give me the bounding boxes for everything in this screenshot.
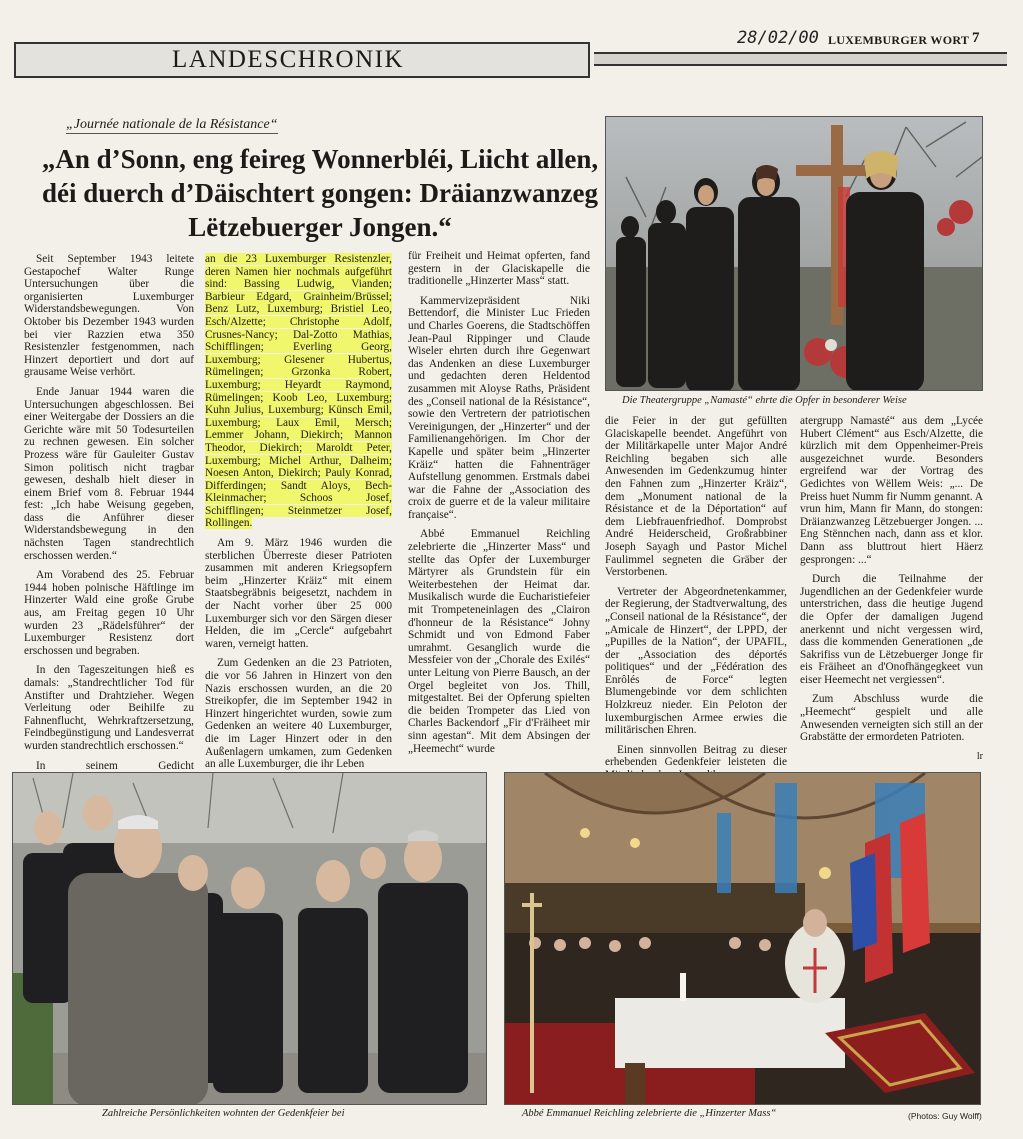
paragraph: für Freiheit und Heimat opferten, fand gestern in der Glaciskapelle die traditionelle „Hinzerter Mass“ statt.: [408, 250, 590, 288]
article-column-4: [605, 415, 787, 789]
kicker: „Journée nationale de la Résistance“: [66, 117, 278, 132]
headline: „An d’Sonn, eng feireg Wonnerbléi, Liicht allen, déi duerch d’Däischtert gongen: Dräianzwanzeg Lëtzebuerger Jongen.“: [41, 144, 599, 242]
paragraph: In seinem Gedicht: [36, 759, 194, 772]
header-rule: [594, 52, 1007, 66]
paragraph: Am Vorabend des 25. Februar 1944 hoben polnische Häftlinge im Hinzerter Wald eine große Grube aus, am Freitag gegen 10 Uhr wurden 23 „Rädelsführer“ der Luxemburger Resistenz dort erschossen und begraben.: [24, 569, 194, 657]
section-title: LANDESCHRONIK: [172, 46, 404, 73]
photo-mass-chapel-image: [505, 773, 981, 1105]
photo-theatre-group: [605, 116, 983, 391]
highlighted-names-list: an die 23 Luxemburger Resistenzler, deren Namen hier nochmals aufgeführt sind: Bassing Ludwig, Vianden; Barbieur Edgard, Grainheim/Brüssel; Benz Lutz, Luxemburg; Bristiel Leo, Esch/Alzette; Christophe Adolf, Crusnes-Nancy; Dal-Zotto Mathias, Schifflingen; Everling Georg, Luxemburg; Glesener Hubertus, Rümelingen; Grzonka Robert, Luxemburg; Heyardt Raymond, Rümelingen; Koob Leo, Luxemburg; Kuhn Julius, Luxemburg; Künsch Emil, Luxemburg; Laux Emil, Mersch; Lemmer Johann, Diekirch; Mannon Theodor, Diekirch; Maroldt Peter, Luxemburg; Michel Arthur, Dalheim; Noesen Anton, Diekirch; Pauly Konrad, Differdingen; Sandt Aloys, Bech-Kleinmacher; Schoos Josef, Schifflingen; Steinmetzer Josef, Rollingen.: [205, 253, 392, 530]
newspaper-name: LUXEMBURGER WORT: [828, 33, 970, 47]
paragraph: Ende Januar 1944 waren die Untersuchungen abgeschlossen. Bei einer Weitergabe der Dossiers an die Gerichte wäre mit 50 Todesurteilen zu rechnen gewesen. Ein solcher Prozess wäre für Gauleiter Gustav Simon politisch nicht tragbar gewesen, deshalb hielt dieser in einem Brief vom 8. Februar 1944 fest: „Ich habe Weisung gegeben, dass die Anführer dieser Widerstandsbewegung in den nächsten Tagen standrechtlich erschossen werden.“: [24, 385, 194, 562]
article-column-1: [24, 253, 194, 817]
photo-credit: (Photos: Guy Wolff): [908, 1111, 982, 1121]
paragraph: Einen sinnvollen Beitrag zu dieser erhebenden Gedenkfeier leisteten die: [605, 743, 787, 769]
paragraph: Vertreter der Abgeordnetenkammer, der Regierung, der Stadtverwaltung, des „Conseil national de la Résistance“, der „Amicale de Hinzert“, der LPPD, der „Pupilles de la Nation“, der UPAFIL, der „Association des déportés politiques“ und der „Fédération des Enrôlés de Force“ legten Blumengebinde vor dem schlichten Holzkreuz nieder. Ein Peloton der luxemburgischen Armee erwies die militärischen Ehren.: [605, 585, 787, 737]
photo-mass-chapel: [504, 772, 981, 1105]
paragraph: Abbé Emmanuel Reichling zelebrierte die „Hinzerter Mass“ und stellte das Opfer der Luxemburger Märtyrer als Grundstein für ein Weiterbestehen der Heimat dar. Musikalisch wurde die Eucharistiefeier mit Trompeteneinlagen des „Clairon d'honneur de la Résistance“ Johny Schmidt und von Edmond Faber umrahmt. Gesanglich wurde die Messfeier von der „Chorale des Exilés“ unter Leitung von Pierre Bausch, an der Orgel begleitet von Jos. Thill, mitgestaltet. Bei der Opferung spielten die beiden Trompeter das Lied von Charles Backendorf „Fir d'Fräiheet mir sinn agestan“. Mit dem Absingen der „Heemecht“ wurde: [408, 528, 590, 755]
photo-dignitaries: [12, 772, 487, 1105]
caption-bottom-left-photo: Zahlreiche Persönlichkeiten wohnten der Gedenkfeier bei: [102, 1108, 345, 1119]
caption-top-photo: Die Theatergruppe „Namasté“ ehrte die Opfer in besonderer Weise: [622, 395, 907, 406]
paragraph: Durch die Teilnahme der Jugendlichen an der Gedenkfeier wurde unterstrichen, dass die heutige Jugend die Opfer der damaligen Jugend anerkennt und nicht vergessen wird, dass die kommenden Generationen „de Sakrifiss vun de Lëtzebuerger Jonge fir eis Fräiheet an d'Onofhängegkeet vun eiser Heemecht net vergiessen“.: [800, 573, 983, 686]
paragraph: Am 9. März 1946 wurden die sterblichen Überreste dieser Patrioten zusammen mit anderen Kriegsopfern beim „Hinzerter Kräiz“ mit einem Staatsbegräbnis beigesetzt, nachdem in der Nacht vorher über 25 000 Luxemburger sich vor den Särgen dieser Helden, die im „Cercle“ aufgebahrt waren, verneigt hatten.: [205, 537, 392, 650]
page-number: 7: [972, 30, 980, 46]
handwritten-date: 28/02/00: [737, 28, 819, 48]
article-column-5: [800, 415, 983, 763]
article-column-2: [205, 253, 392, 778]
paragraph: Seit September 1943 leitete Gestapochef Walter Runge Untersuchungen über die organisierten Luxemburger Widerstandsbewegungen. Von Oktober bis Dezember 1943 wurden bei vier Razzien etwa 350 Resistenzler festgenommen, nach Hinzert deportiert und dort auf grausame Weise verhört.: [24, 253, 194, 379]
article-column-3: [408, 250, 590, 762]
photo-dignitaries-image: [13, 773, 487, 1105]
paragraph: Kammervizepräsident Niki Bettendorf, die Minister Luc Frieden und Charles Goerens, die Stadtschöffen Jean-Paul Rippinger und Claude Wiseler ehrten durch ihre Gegenwart das Andenken an diese Luxemburger und gedachten deren Heldentod zusammen mit Aloyse Raths, Präsident des „Conseil national de la Résistance“, sowie den Vertretern der patriotischen Vereinigungen, der „Hinzerter“ und der Familienangehörigen. Im Chor der Kapelle und später beim „Hinzerter Kräiz“ hatten die Fahnenträger Aufstellung genommen. Erstmals dabei war die Fahne der „Association des croix de guerre et de la valeur militaire française“.: [408, 294, 590, 521]
paragraph: Zum Abschluss wurde die „Heemecht“ gespielt und alle Anwesenden verneigten sich still an der Grabstätte der ermordeten Patrioten.: [800, 693, 983, 744]
caption-bottom-right-photo: Abbé Emmanuel Reichling zelebrierte die „Hinzerter Mass“: [522, 1108, 777, 1119]
paragraph: In den Tageszeitungen hieß es damals: „Standrechtlicher Tod für Anstifter und Drahtzieher. Wegen Verleitung oder Beihilfe zu Fahnenflucht, Wehrkraftzersetzung, Feindbegünstigung und Landesverrat wurden standrechtlich erschossen.“: [24, 664, 194, 752]
author-signature: lr: [976, 750, 983, 762]
photo-theatre-group-image: [606, 117, 983, 391]
paragraph: die Feier in der gut gefüllten Glaciskapelle beendet. Angeführt von der Militärkapelle unter Major André Reichling begaben sich alle Anwesenden im Gedenkzumug hinter den Fahnen zum „Hinzerter Kräiz“, dem „Monument national de la Résistance et de la Déportation“ auf dem Liebfrauenfriedhof. Domprobst André Heiderscheid, Großrabbiner Joseph Sayagh und Pastor Michel Faulimmel segneten die Gräber der Verstorbenen.: [605, 415, 787, 579]
paragraph: Zum Gedenken an die 23 Patrioten, die vor 56 Jahren in Hinzert von den Nazis erschossen wurden, an die 20 Streikopfer, die im September 1942 in Hinzert hingerichtet wurden, sowie zum Gedenken an weitere 40 Luxemburger, die im Lager Hinzert oder in den Außenlagern umkamen, zum Gedenken an alle Luxemburger, die ihr Leben: [205, 657, 392, 771]
paragraph: atergrupp Namasté“ aus dem „Lycée Hubert Clément“ aus Esch/Alzette, die kürzlich mit dem Oppenheimer-Preis ausgezeichnet wurde. Besonders ergreifend war der Vortrag des Gedichtes von Wëllem Weis: „... De Preiss huet Numm fir Numm genannt. A vrun him, Mann fir Mann, do stongen: Dräianzwanzeg Lëtzebuerger Jongen. ... Eng Stënnchen nach, dann ass et klor. Dann ass bluttrout hiert Häerz gesprongen: ...“: [800, 415, 983, 566]
